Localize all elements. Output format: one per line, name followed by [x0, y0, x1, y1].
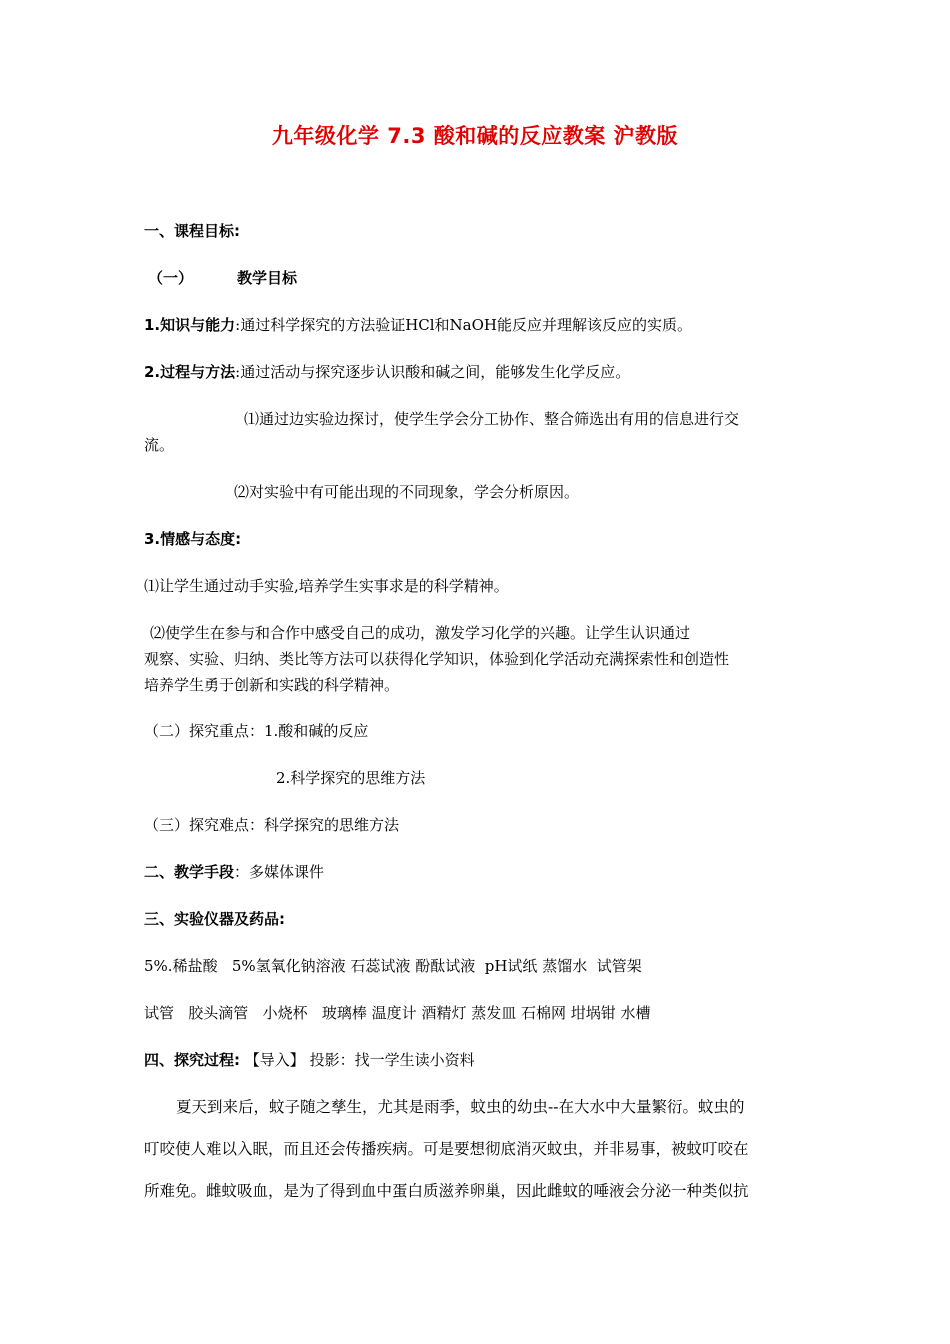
key-points-item2: 2.科学探究的思维方法: [276, 769, 426, 787]
section-4-text: 投影：找一学生读小资料: [304, 1051, 475, 1069]
intro-line-2: 叮咬使人难以入眠，而且还会传播疾病。可是要想彻底消灭蚊虫，并非易事，被蚊叮咬在: [144, 1140, 749, 1158]
goal-process-sub1-line2: 流。: [144, 436, 175, 454]
goal-knowledge-text: :通过科学探究的方法验证HCl和NaOH能反应并理解该反应的实质。: [235, 316, 692, 334]
goal-emotion-p2-line3: 培养学生勇于创新和实践的科学精神。: [144, 676, 400, 694]
subsection-1-label: 教学目标: [237, 269, 298, 287]
section-4: [144, 1053, 475, 1068]
goal-emotion-heading: 3.情感与态度:: [144, 530, 242, 548]
goal-knowledge: [144, 318, 692, 333]
section-2-text: ：多媒体课件: [234, 863, 325, 881]
section-4-bracket: 【导入】: [244, 1051, 305, 1069]
goal-process-text: :通过活动与探究逐步认识酸和碱之间，能够发生化学反应。: [235, 363, 631, 381]
goal-emotion-p2-line1: ⑵使学生在参与和合作中感受自己的成功，激发学习化学的兴趣。让学生认识通过: [150, 624, 691, 642]
goal-knowledge-label: 1.知识与能力: [144, 316, 236, 334]
goal-process-sub1-line1: ⑴通过边实验边探讨，使学生学会分工协作、整合筛选出有用的信息进行交: [244, 410, 740, 428]
section-2: [144, 865, 324, 880]
section-1-heading: 一、课程目标:: [144, 222, 240, 240]
goal-process-sub2: ⑵对实验中有可能出现的不同现象，学会分析原因。: [234, 483, 580, 501]
goal-process: [144, 365, 630, 380]
materials-line-2: 试管 胶头滴管 小烧杯 玻璃棒 温度计 酒精灯 蒸发皿 石棉网 坩埚钳 水槽: [144, 1004, 651, 1022]
intro-line-1: 夏天到来后，蚊子随之孳生，尤其是雨季，蚊虫的幼虫--在大水中大量繁衍。蚊虫的: [176, 1098, 745, 1116]
section-3-heading: 三、实验仪器及药品:: [144, 910, 285, 928]
intro-line-3: 所难免。雌蚊吸血，是为了得到血中蛋白质滋养卵巢，因此雌蚊的唾液会分泌一种类似抗: [144, 1182, 749, 1200]
section-4-label: 四、探究过程:: [144, 1051, 240, 1069]
key-points: （二）探究重点：1.酸和碱的反应: [144, 722, 369, 740]
document-title: 九年级化学 7.3 酸和碱的反应教案 沪教版: [271, 124, 679, 148]
goal-emotion-p1: ⑴让学生通过动手实验,培养学生实事求是的科学精神。: [144, 577, 509, 595]
subsection-1-number: （一）: [148, 269, 194, 287]
goal-process-label: 2.过程与方法: [144, 363, 236, 381]
section-2-label: 二、教学手段: [144, 863, 235, 881]
goal-emotion-p2-line2: 观察、实验、归纳、类比等方法可以获得化学知识，体验到化学活动充满探索性和创造性: [144, 650, 730, 668]
difficult-points: （三）探究难点：科学探究的思维方法: [144, 816, 400, 834]
materials-line-1: 5%.稀盐酸 5%氢氧化钠溶液 石蕊试液 酚酞试液 pH试纸 蒸馏水 试管架: [144, 957, 642, 975]
